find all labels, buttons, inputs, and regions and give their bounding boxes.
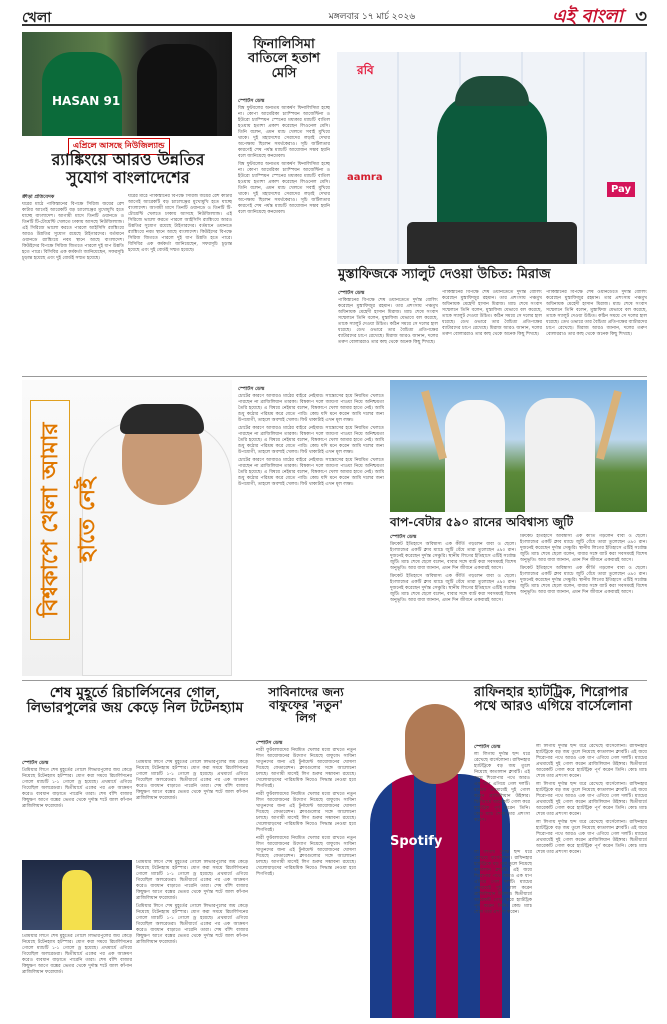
story3-headline: মুস্তাফিজকে স্যালুট দেওয়া উচিত: মিরাজ	[338, 267, 551, 282]
story8-byline: স্পোর্টস ডেস্ক	[474, 744, 501, 750]
story2-body	[238, 98, 330, 370]
story3-paragraph: পাকিস্তানের বিপক্ষে শেষ ওয়ানডেতে দুর্দান্ত বোলিং করেছেন মুস্তাফিজুর রহমান। তার প্রশংসায় পঞ্চমুখ অধিনায়ক মেহেদী হাসান মিরাজ। ম্যাচ শেষে সংবাদ সম্মেলনে তিনি বলেন, মুস্তাফিজ যেভাবে বল করেছে, তাকে স্যালুট দেওয়া উচিত। কঠিন সময়ে সে দলের হাল ধরেছে। ডেথ ওভারে তার বৈচিত্র্য প্রতিপক্ষের ব্যাটারদের চাপে রেখেছে। মিরাজ আরও জানান, দলের তরুণ বোলাররাও তার কাছ থেকে অনেক কিছু শিখছে।	[338, 298, 438, 345]
story1-body	[22, 194, 124, 370]
story6-photo	[22, 860, 132, 930]
neymar-hair	[120, 404, 204, 434]
story8-paragraph-4: লা লিগায় দুর্দান্ত ছন্দ ধরে রেখেছে বার্সেলোনা। রাফিনহার হ্যাটট্রিকে বড় জয় তুলে নিয়েছে কাতালান ক্লাবটি। এই জয়ে শিরোপার পথে আরও এক ধাপ এগিয়ে গেল দলটি। ম্যাচের প্রথমার্ধেই দুই গোল করেন ব্রাজিলিয়ান উইঙ্গার। দ্বিতীয়ার্ধে আরেকটি গোল করে হ্যাটট্রিক পূর্ণ করেন তিনি। কোচ ম্যাচ শেষে তার প্রশংসা করেন।	[536, 820, 647, 855]
story8-paragraph-5: লা লিগায় দুর্দান্ত ছন্দ ধরে রেখেছে বার্সেলোনা। রাফিনহার হ্যাটট্রিকে বড় জয় তুলে নিয়েছে কাতালান ক্লাবটি। এই জয়ে শিরোপার পথে আরও এক ধাপ এগিয়ে গেল দলটি। ম্যাচের প্রথমার্ধেই দুই গোল করেন ব্রাজিলিয়ান উইঙ্গার। দ্বিতীয়ার্ধে আরেকটি গোল করে হ্যাটট্রিক পূর্ণ করেন তিনি। কোচ ম্যাচ শেষে তার প্রশংসা করেন।	[474, 850, 532, 915]
raphinha-head	[405, 704, 465, 784]
story3-body-col2	[442, 290, 542, 374]
story3-paragraph-3: পাকিস্তানের বিপক্ষে শেষ ওয়ানডেতে দুর্দান্ত বোলিং করেছেন মুস্তাফিজুর রহমান। তার প্রশংসায় পঞ্চমুখ অধিনায়ক মেহেদী হাসান মিরাজ। ম্যাচ শেষে সংবাদ সম্মেলনে তিনি বলেন, মুস্তাফিজ যেভাবে বল করেছে, তাকে স্যালুট দেওয়া উচিত। কঠিন সময়ে সে দলের হাল ধরেছে। ডেথ ওভারে তার বৈচিত্র্য প্রতিপক্ষের ব্যাটারদের চাপে রেখেছে। মিরাজ আরও জানান, দলের তরুণ বোলাররাও তার কাছ থেকে অনেক কিছু শিখছে।	[546, 290, 647, 337]
story3-byline: স্পোর্টস ডেস্ক	[338, 290, 365, 296]
sponsor-aamra: aamra	[347, 172, 383, 183]
story7-paragraph-3: নারী ফুটবলারদের নিয়মিত খেলার মধ্যে রাখতে নতুন লিগ আয়োজনের উদ্যোগ নিয়েছে বাফুফে। সাবিনা খাতুনদের জন্য এই টুর্নামেন্ট আয়োজনের ঘোষণা দিয়েছে ফেডারেশন। ক্লাবগুলোর সঙ্গে আলোচনা চলছে। আগামী মাসেই লিগ শুরুর সম্ভাবনা রয়েছে। খেলোয়াড়দের পারিশ্রমিক নিয়েও সিদ্ধান্ত নেওয়া হবে শিগগিরই।	[256, 836, 356, 877]
page-header	[22, 4, 647, 26]
story6-body	[22, 760, 132, 856]
sponsor-robi-1: রবি	[357, 63, 374, 77]
story5-paragraph: ক্রিকেট ইতিহাসে অবিশ্বাস্য এক কীর্তি গড়লেন বাবা ও ছেলে। ইংল্যান্ডের একটি ক্লাব ম্যাচে জুটি বেঁধে তারা তুলেছেন ৫৯০ রান। দুজনেই করেছেন দুর্দান্ত সেঞ্চুরি। স্থানীয় লিগের ইতিহাসে এটিই সর্বোচ্চ জুটি। ম্যাচ শেষে ছেলে বলেন, বাবার সঙ্গে ব্যাট করা সবসময়ই বিশেষ অনুভূতি। আর বাবা জানান, এমন দিন জীবনে একবারই আসে।	[390, 542, 516, 571]
player-newzealand-figure	[137, 44, 217, 136]
story6-paragraph-4: প্রিমিয়ার লিগে শেষ মুহূর্তের গোলে লিভারপুলের জয় কেড়ে নিয়েছে টটেনহ্যাম হটস্পার। যোগ করা সময়ে রিচার্লিসনের গোলে ম্যাচটি ১-১ গোলে ড্র হয়েছে। প্রথমার্ধে এগিয়ে গিয়েছিল অলরেডরা। দ্বিতীয়ার্ধে একের পর এক আক্রমণ করেও ব্যবধান বাড়াতে পারেনি তারা। শেষ বাঁশি বাজার কিছুক্ষণ আগে বক্সের ভেতর থেকে দুর্দান্ত শটে জাল কাঁপান ব্রাজিলিয়ান ফরোয়ার্ড।	[136, 904, 248, 945]
story6-paragraph-5: প্রিমিয়ার লিগে শেষ মুহূর্তের গোলে লিভারপুলের জয় কেড়ে নিয়েছে টটেনহ্যাম হটস্পার। যোগ করা সময়ে রিচার্লিসনের গোলে ম্যাচটি ১-১ গোলে ড্র হয়েছে। প্রথমার্ধে এগিয়ে গিয়েছিল অলরেডরা। দ্বিতীয়ার্ধে একের পর এক আক্রমণ করেও ব্যবধান বাড়াতে পারেনি তারা। শেষ বাঁশি বাজার কিছুক্ষণ আগে বক্সের ভেতর থেকে দুর্দান্ত শটে জাল কাঁপান ব্রাজিলিয়ান ফরোয়ার্ড।	[22, 934, 132, 975]
story4-paragraph: চোটের কারণে আবারও মাঠের বাইরে নেইমার। সান্তোসের হয়ে নিয়মিত খেলতে পারছেন না ব্রাজিলিয়ান তারকা। বিশ্বকাপ দলে জায়গা পাওয়া নিয়ে অনিশ্চয়তা তৈরি হয়েছে। এ বিষয়ে নেইমার বলেন, বিশ্বকাপে খেলা আমার হাতে নেই। আমি শুধু কঠোর পরিশ্রম করে যেতে পারি। কোচ যদি মনে করেন আমি দলের জন্য উপযোগী, তাহলে অবশ্যই খেলব। ফিট থাকাটাই এখন মূল লক্ষ্য।	[238, 394, 384, 423]
richarlison-figure	[62, 870, 92, 930]
story2-byline: স্পোর্টস ডেস্ক	[238, 98, 265, 104]
story3-body	[338, 290, 438, 374]
story7-headline	[256, 686, 356, 726]
story7-body	[256, 740, 356, 1018]
story6-body-col4	[22, 934, 132, 1018]
story1-headline-line2: সুযোগ বাংলাদেশের	[66, 167, 190, 187]
microphones	[407, 222, 577, 264]
jersey-sponsor: Spotify	[390, 834, 443, 849]
story2-paragraph: বিশ্ব ফুটবলের অন্যতম আকর্ষণ ফিনালিসিমা হচ্ছে না। কোপা আমেরিকা চ্যাম্পিয়ন আর্জেন্টিনা ও ইউরো চ্যাম্পিয়ন স্পেনের মধ্যকার ম্যাচটি বাতিল হওয়ায় হতাশা প্রকাশ করেছেন লিওনেল মেসি। তিনি বলেন, এমন ম্যাচ খেলতে সবাই মুখিয়ে থাকে। দুই মহাদেশের সেরাদের লড়াই দেখার অপেক্ষায় ছিলেন সমর্থকেরাও। সূচি জটিলতার কারণেই শেষ পর্যন্ত ম্যাচটি আয়োজন সম্ভব হয়নি বলে জানিয়েছে কনমেবল।	[238, 106, 330, 159]
story6-paragraph: প্রিমিয়ার লিগে শেষ মুহূর্তের গোলে লিভারপুলের জয় কেড়ে নিয়েছে টটেনহ্যাম হটস্পার। যোগ করা সময়ে রিচার্লিসনের গোলে ম্যাচটি ১-১ গোলে ড্র হয়েছে। প্রথমার্ধে এগিয়ে গিয়েছিল অলরেডরা। দ্বিতীয়ার্ধে একের পর এক আক্রমণ করেও ব্যবধান বাড়াতে পারেনি তারা। শেষ বাঁশি বাজার কিছুক্ষণ আগে বক্সের ভেতর থেকে দুর্দান্ত শটে জাল কাঁপান ব্রাজিলিয়ান ফরোয়ার্ড।	[22, 768, 132, 809]
story4-paragraph-3: চোটের কারণে আবারও মাঠের বাইরে নেইমার। সান্তোসের হয়ে নিয়মিত খেলতে পারছেন না ব্রাজিলিয়ান তারকা। বিশ্বকাপ দলে জায়গা পাওয়া নিয়ে অনিশ্চয়তা তৈরি হয়েছে। এ বিষয়ে নেইমার বলেন, বিশ্বকাপে খেলা আমার হাতে নেই। আমি শুধু কঠোর পরিশ্রম করে যেতে পারি। কোচ যদি মনে করেন আমি দলের জন্য উপযোগী, তাহলে অবশ্যই খেলব। ফিট থাকাটাই এখন মূল লক্ষ্য।	[238, 458, 384, 487]
story3-paragraph-2: পাকিস্তানের বিপক্ষে শেষ ওয়ানডেতে দুর্দান্ত বোলিং করেছেন মুস্তাফিজুর রহমান। তার প্রশংসায় পঞ্চমুখ অধিনায়ক মেহেদী হাসান মিরাজ। ম্যাচ শেষে সংবাদ সম্মেলনে তিনি বলেন, মুস্তাফিজ যেভাবে বল করেছে, তাকে স্যালুট দেওয়া উচিত। কঠিন সময়ে সে দলের হাল ধরেছে। ডেথ ওভারে তার বৈচিত্র্য প্রতিপক্ষের ব্যাটারদের চাপে রেখেছে। মিরাজ আরও জানান, দলের তরুণ বোলাররাও তার কাছ থেকে অনেক কিছু শিখছে।	[442, 290, 542, 337]
story6-byline: স্পোর্টস ডেস্ক	[22, 760, 49, 766]
story7-headline-line2: বাফুফের 'নতুন'	[269, 698, 343, 713]
issue-date: মঙ্গলবার ১৭ মার্চ ২০২৬	[328, 12, 416, 22]
bat-2	[596, 390, 622, 460]
newspaper-logo: এই বাংলা	[552, 6, 623, 27]
story4-quote: বিশ্বকাপে খেলা আমার হাতে নেই	[30, 400, 70, 640]
story8-body-col3	[474, 850, 532, 1018]
story7-paragraph: নারী ফুটবলারদের নিয়মিত খেলার মধ্যে রাখতে নতুন লিগ আয়োজনের উদ্যোগ নিয়েছে বাফুফে। সাবিনা খাতুনদের জন্য এই টুর্নামেন্ট আয়োজনের ঘোষণা দিয়েছে ফেডারেশন। ক্লাবগুলোর সঙ্গে আলোচনা চলছে। আগামী মাসেই লিগ শুরুর সম্ভাবনা রয়েছে। খেলোয়াড়দের পারিশ্রমিক নিয়েও সিদ্ধান্ত নেওয়া হবে শিগগিরই।	[256, 748, 356, 789]
story5-body-col2	[520, 534, 647, 676]
story6-body-col2	[136, 760, 248, 856]
story6-body-col3	[136, 860, 248, 1018]
story3-photo	[337, 52, 647, 264]
story5-body	[390, 534, 516, 676]
story1-photo	[22, 32, 232, 136]
story8-headline: রাফিনহার হ্যাটট্রিক, শিরোপার পথে আরও এগিয়ে বার্সেলোনা	[474, 685, 632, 715]
story8-paragraph: লা লিগায় দুর্দান্ত ছন্দ ধরে রেখেছে বার্সেলোনা। রাফিনহার হ্যাটট্রিকে বড় জয় তুলে নিয়েছে কাতালান ক্লাবটি। এই জয়ে শিরোপার পথে আরও এক ধাপ এগিয়ে গেল দলটি। ম্যাচের প্রথমার্ধেই দুই গোল করেন ব্রাজিলিয়ান উইঙ্গার। দ্বিতীয়ার্ধে আরেকটি গোল করে হ্যাটট্রিক পূর্ণ করেন তিনি। কোচ ম্যাচ শেষে তার প্রশংসা করেন।	[474, 752, 530, 823]
story4-paragraph-2: চোটের কারণে আবারও মাঠের বাইরে নেইমার। সান্তোসের হয়ে নিয়মিত খেলতে পারছেন না ব্রাজিলিয়ান তারকা। বিশ্বকাপ দলে জায়গা পাওয়া নিয়ে অনিশ্চয়তা তৈরি হয়েছে। এ বিষয়ে নেইমার বলেন, বিশ্বকাপে খেলা আমার হাতে নেই। আমি শুধু কঠোর পরিশ্রম করে যেতে পারি। কোচ যদি মনে করেন আমি দলের জন্য উপযোগী, তাহলে অবশ্যই খেলব। ফিট থাকাটাই এখন মূল লক্ষ্য।	[238, 426, 384, 455]
page-number: ৩	[635, 6, 647, 27]
story5-headline: বাপ-বেটার ৫৯০ রানের অবিশ্বাস্য জুটি	[390, 515, 574, 529]
story1-byline: ক্রীড়া প্রতিবেদক	[22, 194, 55, 200]
story6-headline: শেষ মুহূর্তে রিচার্লিসনের গোল, লিভারপুলের জয় কেড়ে নিল টটেনহ্যাম	[26, 685, 244, 717]
story4-byline: স্পোর্টস ডেস্ক	[238, 386, 265, 392]
story6-paragraph-3: প্রিমিয়ার লিগে শেষ মুহূর্তের গোলে লিভারপুলের জয় কেড়ে নিয়েছে টটেনহ্যাম হটস্পার। যোগ করা সময়ে রিচার্লিসনের গোলে ম্যাচটি ১-১ গোলে ড্র হয়েছে। প্রথমার্ধে এগিয়ে গিয়েছিল অলরেডরা। দ্বিতীয়ার্ধে একের পর এক আক্রমণ করেও ব্যবধান বাড়াতে পারেনি তারা। শেষ বাঁশি বাজার কিছুক্ষণ আগে বক্সের ভেতর থেকে দুর্দান্ত শটে জাল কাঁপান ব্রাজিলিয়ান ফরোয়ার্ড।	[136, 860, 248, 901]
story2-headline-line2: বাতিলে হতাশ	[248, 51, 320, 67]
story1-headline-line1: র‍্যাঙ্কিংয়ে আরও উন্নতির	[51, 150, 205, 169]
divider-2	[22, 680, 647, 681]
story8-body	[474, 744, 530, 844]
story5-paragraph-3: ক্রিকেট ইতিহাসে অবিশ্বাস্য এক কীর্তি গড়লেন বাবা ও ছেলে। ইংল্যান্ডের একটি ক্লাব ম্যাচে জুটি বেঁধে তারা তুলেছেন ৫৯০ রান। দুজনেই করেছেন দুর্দান্ত সেঞ্চুরি। স্থানীয় লিগের ইতিহাসে এটিই সর্বোচ্চ জুটি। ম্যাচ শেষে ছেলে বলেন, বাবার সঙ্গে ব্যাট করা সবসময়ই বিশেষ অনুভূতি। আর বাবা জানান, এমন দিন জীবনে একবারই আসে।	[520, 534, 647, 563]
story1-headline	[22, 151, 234, 186]
father-figure	[525, 398, 595, 512]
story7-headline-line3: লিগ	[295, 711, 317, 726]
story5-paragraph-4: ক্রিকেট ইতিহাসে অবিশ্বাস্য এক কীর্তি গড়লেন বাবা ও ছেলে। ইংল্যান্ডের একটি ক্লাব ম্যাচে জুটি বেঁধে তারা তুলেছেন ৫৯০ রান। দুজনেই করেছেন দুর্দান্ত সেঞ্চুরি। স্থানীয় লিগের ইতিহাসে এটিই সর্বোচ্চ জুটি। ম্যাচ শেষে ছেলে বলেন, বাবার সঙ্গে ব্যাট করা সবসময়ই বিশেষ অনুভূতি। আর বাবা জানান, এমন দিন জীবনে একবারই আসে।	[520, 566, 647, 595]
story3-body-col3	[546, 290, 647, 374]
story1-kicker: এপ্রিলে আসছে নিউজিল্যান্ড	[68, 138, 170, 155]
bat-1	[421, 390, 447, 460]
story1-body-col2	[128, 194, 232, 370]
story1-paragraph-cont: ঘরের মাঠে পাকিস্তানের বিপক্ষে সিরিজ জয়ের রেশ কাটার আগেই আরেকটি বড় চ্যালেঞ্জের মুখোমুখি হতে যাচ্ছে বাংলাদেশ। আগামী মাসে তিনটি ওয়ানডে ও তিনটি টি-টোয়েন্টি খেলতে ঢাকায় আসছে নিউজিল্যান্ড। এই সিরিজে ভালো করতে পারলে আইসিসি র‍্যাঙ্কিংয়ে আরও উন্নতির সুযোগ রয়েছে টাইগারদের। বর্তমানে ওয়ানডে র‍্যাঙ্কিংয়ে নবম স্থানে আছে বাংলাদেশ। কিউইদের বিপক্ষে সিরিজ জিততে পারলে দুই ধাপ উন্নতি হতে পারে। বিসিবির এক কর্মকর্তা জানিয়েছেন, সফরসূচি চূড়ান্ত হয়েছে এবং দুই বোর্ডই সম্মত হয়েছে।	[128, 194, 232, 253]
story5-byline: স্পোর্টস ডেস্ক	[390, 534, 417, 540]
section-title: খেলা	[22, 10, 52, 26]
story2-headline-line3: মেসি	[271, 65, 297, 81]
story6-paragraph-2: প্রিমিয়ার লিগে শেষ মুহূর্তের গোলে লিভারপুলের জয় কেড়ে নিয়েছে টটেনহ্যাম হটস্পার। যোগ করা সময়ে রিচার্লিসনের গোলে ম্যাচটি ১-১ গোলে ড্র হয়েছে। প্রথমার্ধে এগিয়ে গিয়েছিল অলরেডরা। দ্বিতীয়ার্ধে একের পর এক আক্রমণ করেও ব্যবধান বাড়াতে পারেনি তারা। শেষ বাঁশি বাজার কিছুক্ষণ আগে বক্সের ভেতর থেকে দুর্দান্ত শটে জাল কাঁপান ব্রাজিলিয়ান ফরোয়ার্ড।	[136, 760, 248, 801]
story8-paragraph-2: লা লিগায় দুর্দান্ত ছন্দ ধরে রেখেছে বার্সেলোনা। রাফিনহার হ্যাটট্রিকে বড় জয় তুলে নিয়েছে কাতালান ক্লাবটি। এই জয়ে শিরোপার পথে আরও এক ধাপ এগিয়ে গেল দলটি। ম্যাচের প্রথমার্ধেই দুই গোল করেন ব্রাজিলিয়ান উইঙ্গার। দ্বিতীয়ার্ধে আরেকটি গোল করে হ্যাটট্রিক পূর্ণ করেন তিনি। কোচ ম্যাচ শেষে তার প্রশংসা করেন।	[536, 744, 647, 779]
story8-body-col2	[536, 744, 647, 1018]
story2-paragraph-2: বিশ্ব ফুটবলের অন্যতম আকর্ষণ ফিনালিসিমা হচ্ছে না। কোপা আমেরিকা চ্যাম্পিয়ন আর্জেন্টিনা ও ইউরো চ্যাম্পিয়ন স্পেনের মধ্যকার ম্যাচটি বাতিল হওয়ায় হতাশা প্রকাশ করেছেন লিওনেল মেসি। তিনি বলেন, এমন ম্যাচ খেলতে সবাই মুখিয়ে থাকে। দুই মহাদেশের সেরাদের লড়াই দেখার অপেক্ষায় ছিলেন সমর্থকেরাও। সূচি জটিলতার কারণেই শেষ পর্যন্ত ম্যাচটি আয়োজন সম্ভব হয়নি বলে জানিয়েছে কনমেবল।	[238, 162, 330, 215]
divider-1	[22, 376, 647, 377]
story1-paragraph: ঘরের মাঠে পাকিস্তানের বিপক্ষে সিরিজ জয়ের রেশ কাটার আগেই আরেকটি বড় চ্যালেঞ্জের মুখোমুখি হতে যাচ্ছে বাংলাদেশ। আগামী মাসে তিনটি ওয়ানডে ও তিনটি টি-টোয়েন্টি খেলতে ঢাকায় আসছে নিউজিল্যান্ড। এই সিরিজে ভালো করতে পারলে আইসিসি র‍্যাঙ্কিংয়ে আরও উন্নতির সুযোগ রয়েছে টাইগারদের। বর্তমানে ওয়ানডে র‍্যাঙ্কিংয়ে নবম স্থানে আছে বাংলাদেশ। কিউইদের বিপক্ষে সিরিজ জিততে পারলে দুই ধাপ উন্নতি হতে পারে। বিসিবির এক কর্মকর্তা জানিয়েছেন, সফরসূচি চূড়ান্ত হয়েছে এবং দুই বোর্ডই সম্মত হয়েছে।	[22, 202, 124, 261]
cricketer-cap	[455, 76, 529, 106]
story5-photo	[390, 380, 647, 512]
story4-body	[238, 386, 384, 676]
story7-paragraph-2: নারী ফুটবলারদের নিয়মিত খেলার মধ্যে রাখতে নতুন লিগ আয়োজনের উদ্যোগ নিয়েছে বাফুফে। সাবিনা খাতুনদের জন্য এই টুর্নামেন্ট আয়োজনের ঘোষণা দিয়েছে ফেডারেশন। ক্লাবগুলোর সঙ্গে আলোচনা চলছে। আগামী মাসেই লিগ শুরুর সম্ভাবনা রয়েছে। খেলোয়াড়দের পারিশ্রমিক নিয়েও সিদ্ধান্ত নেওয়া হবে শিগগিরই।	[256, 792, 356, 833]
story8-paragraph-3: লা লিগায় দুর্দান্ত ছন্দ ধরে রেখেছে বার্সেলোনা। রাফিনহার হ্যাটট্রিকে বড় জয় তুলে নিয়েছে কাতালান ক্লাবটি। এই জয়ে শিরোপার পথে আরও এক ধাপ এগিয়ে গেল দলটি। ম্যাচের প্রথমার্ধেই দুই গোল করেন ব্রাজিলিয়ান উইঙ্গার। দ্বিতীয়ার্ধে আরেকটি গোল করে হ্যাটট্রিক পূর্ণ করেন তিনি। কোচ ম্যাচ শেষে তার প্রশংসা করেন।	[536, 782, 647, 817]
story2-headline	[238, 38, 330, 81]
story2-headline-line1: ফিনালিসিমা	[253, 37, 315, 52]
story7-headline-line1: সাবিনাদের জন্য	[268, 685, 344, 699]
jersey-text: HASAN 91	[52, 94, 121, 108]
son-figure	[445, 400, 505, 512]
story7-byline: স্পোর্টস ডেস্ক	[256, 740, 283, 746]
story5-paragraph-2: ক্রিকেট ইতিহাসে অবিশ্বাস্য এক কীর্তি গড়লেন বাবা ও ছেলে। ইংল্যান্ডের একটি ক্লাব ম্যাচে জুটি বেঁধে তারা তুলেছেন ৫৯০ রান। দুজনেই করেছেন দুর্দান্ত সেঞ্চুরি। স্থানীয় লিগের ইতিহাসে এটিই সর্বোচ্চ জুটি। ম্যাচ শেষে ছেলে বলেন, বাবার সঙ্গে ব্যাট করা সবসময়ই বিশেষ অনুভূতি। আর বাবা জানান, এমন দিন জীবনে একবারই আসে।	[390, 574, 516, 603]
sponsor-pay: Pay	[607, 182, 635, 197]
